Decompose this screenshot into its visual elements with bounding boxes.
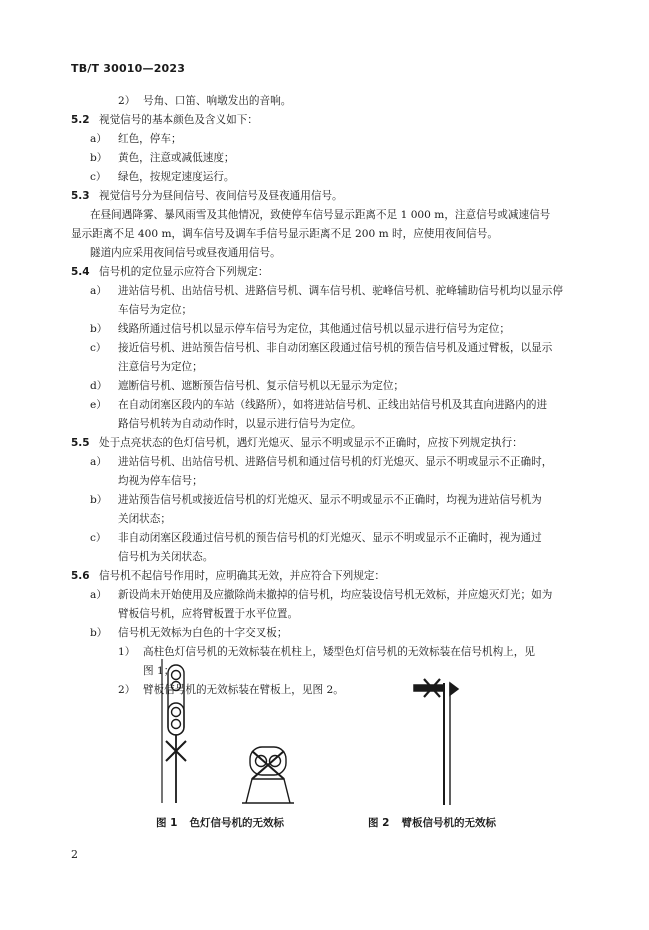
figure-2-semaphore-signal: [400, 655, 500, 810]
list-item: 2） 号角、口笛、响墩发出的音响。: [118, 95, 292, 107]
list-item: d） 遮断信号机、遮断预告信号机、复示信号机以无显示为定位；: [90, 380, 405, 392]
section-5-3: 5.3 视觉信号分为昼间信号、夜间信号及昼夜通用信号。: [71, 190, 343, 202]
list-item: a） 进站信号机、出站信号机、进路信号机、调车信号机、驼峰信号机、驼峰辅助信号机均以显示停: [90, 285, 563, 297]
list-item: b） 信号机无效标为白色的十字交叉板；: [90, 627, 288, 639]
list-item: b） 线路所通过信号机以显示停车信号为定位，其他通过信号机以显示进行信号为定位；: [90, 323, 510, 335]
list-item-continuation: 信号机为关闭状态。: [118, 551, 214, 563]
section-5-6: 5.6 信号机不起信号作用时，应明确其无效，并应符合下列规定：: [71, 570, 386, 582]
document-body: [0, 92, 649, 700]
list-item-continuation: 均视为停车信号；: [118, 475, 203, 487]
paragraph-line: 隧道内应采用夜间信号或昼夜通用信号。: [90, 247, 281, 259]
sub-list-item: 1） 高柱色灯信号机的无效标装在机柱上，矮型色灯信号机的无效标装在信号机构上，见: [118, 646, 535, 658]
list-item: b） 黄色，注意或减低速度；: [90, 152, 235, 164]
figure-1-caption: 图 1 色灯信号机的无效标: [156, 817, 284, 829]
list-item-continuation: 关闭状态；: [118, 513, 171, 525]
list-item: a） 进站信号机、出站信号机、进路信号机和通过信号机的灯光熄灭、显示不明或显示不正确时，: [90, 456, 553, 468]
high-mast-signal: [162, 659, 186, 803]
list-item-continuation: 注意信号为定位；: [118, 361, 203, 373]
standard-number: TB/T 30010—2023: [71, 62, 186, 75]
list-item: c） 非自动闭塞区段通过信号机的预告信号机的灯光熄灭、显示不明或显示不正确时，视为通过: [90, 532, 542, 544]
list-item: a） 红色，停车；: [90, 133, 182, 145]
list-item-continuation: 臂板信号机，应将臂板置于水平位置。: [118, 608, 299, 620]
list-item-continuation: 车信号为定位；: [118, 304, 193, 316]
list-item-continuation: 路信号机转为自动动作时，以显示进行信号为定位。: [118, 418, 362, 430]
page-number: 2: [71, 848, 78, 861]
sub-list-item: 2） 臂板信号机的无效标装在臂板上，见图 2。: [118, 684, 344, 696]
section-5-5: 5.5 处于点亮状态的色灯信号机，遇灯光熄灭、显示不明或显示不正确时，应按下列规定执行：: [71, 437, 523, 449]
section-5-4: 5.4 信号机的定位显示应符合下列规定：: [71, 266, 269, 278]
figure-2-caption: 图 2 臂板信号机的无效标: [368, 817, 496, 829]
section-5-2: 5.2 视觉信号的基本颜色及含义如下：: [71, 114, 258, 126]
list-item: c） 接近信号机、进站预告信号机、非自动闭塞区段通过信号机的预告信号机及通过臂板，以显示: [90, 342, 553, 354]
dwarf-signal: [242, 747, 294, 803]
list-item: b） 进站预告信号机或接近信号机的灯光熄灭、显示不明或显示不正确时，均视为进站信号机为: [90, 494, 542, 506]
paragraph-line: 在昼间遇降雾、暴风雨雪及其他情况，致使停车信号显示距离不足 1 000 m，注意信号或减速信号: [90, 209, 551, 221]
list-item: c） 绿色，按规定速度运行。: [90, 171, 235, 183]
list-item: e） 在自动闭塞区段内的车站（线路所），如将进站信号机、正线出站信号机及其直向进路内的进: [90, 399, 548, 411]
list-item: a） 新设尚未开始使用及应撤除尚未撤掉的信号机，均应装设信号机无效标，并应熄灭灯光；如为: [90, 589, 553, 601]
paragraph-line: 显示距离不足 400 m，调车信号及调车手信号显示距离不足 200 m 时，应使用夜间信号。: [71, 228, 498, 240]
figure-1-color-light-signal: [150, 655, 300, 810]
sub-list-item-continuation: 图 1；: [143, 665, 175, 677]
